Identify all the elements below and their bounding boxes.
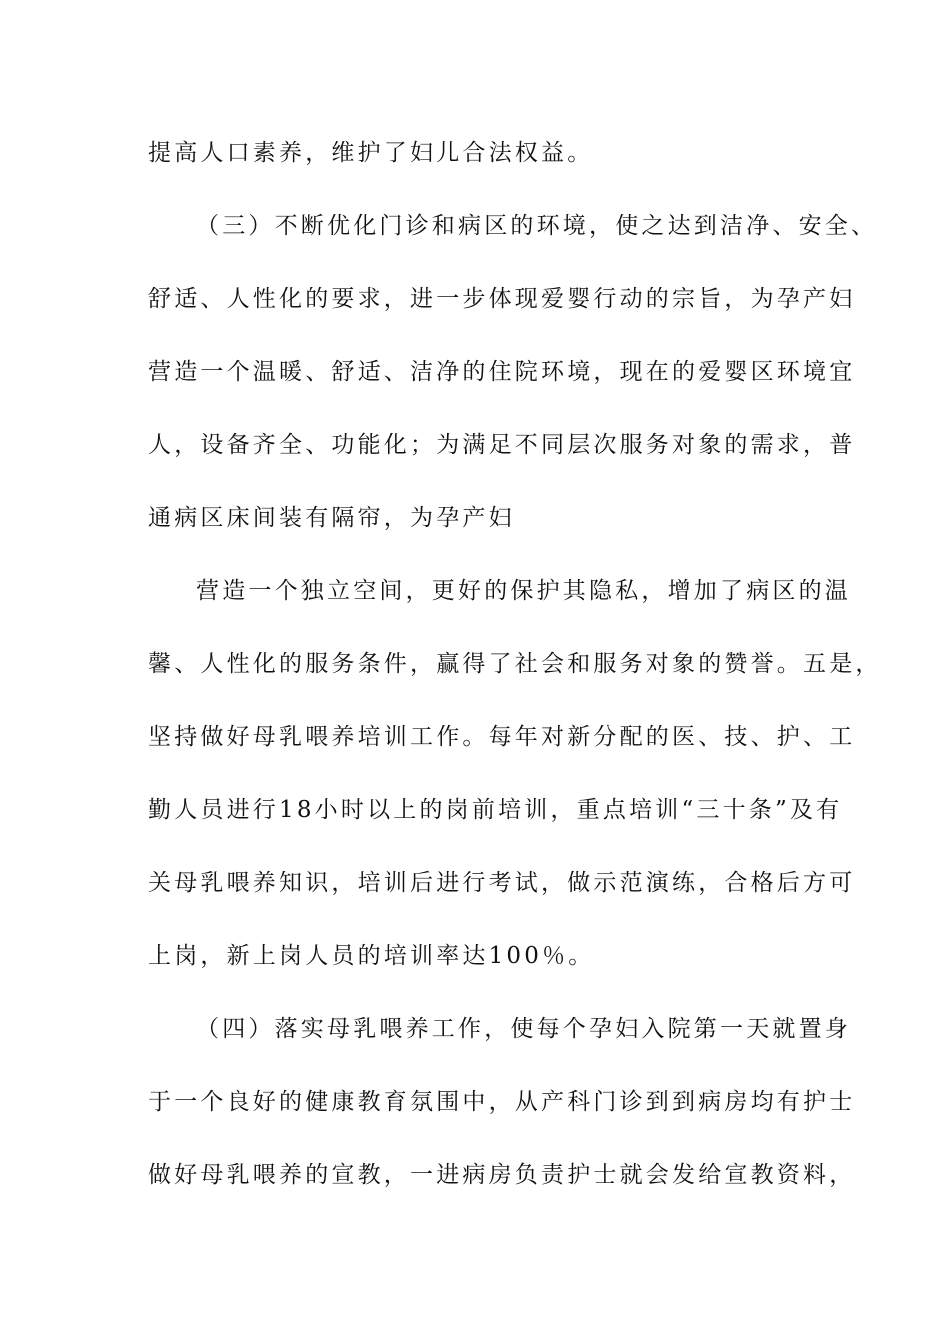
text-line: （四）落实母乳喂养工作，使每个孕妇入院第一天就置身 [196,1016,851,1042]
text-line: 营造一个温暖、舒适、洁净的住院环境，现在的爱婴区环境宜 [148,359,856,385]
text-line: 坚持做好母乳喂养培训工作。每年对新分配的医、技、护、工 [148,724,856,750]
text-line: 关母乳喂养知识，培训后进行考试，做示范演练，合格后方可 [148,870,856,896]
text-line: 舒适、人性化的要求，进一步体现爱婴行动的宗旨，为孕产妇 [148,286,856,312]
text-line: 上岗，新上岗人员的培训率达100％。 [148,943,595,969]
text-line: 通病区床间装有隔帘，为孕产妇 [148,505,515,531]
text-line: 勤人员进行18小时以上的岗前培训，重点培训“三十条”及有 [148,797,843,823]
text-line: 于一个良好的健康教育氛围中，从产科门诊到到病房均有护士 [148,1089,856,1115]
text-line: 营造一个独立空间，更好的保护其隐私，增加了病区的温 [196,578,851,604]
text-line: 馨、人性化的服务条件，赢得了社会和服务对象的赞誉。五是， [148,651,882,677]
text-line: 做好母乳喂养的宣教，一进病房负责护士就会发给宣教资料， [148,1162,856,1188]
text-line: 人，设备齐全、功能化；为满足不同层次服务对象的需求，普 [148,432,856,458]
text-line: 提高人口素养，维护了妇儿合法权益。 [148,140,594,166]
text-line: （三）不断优化门诊和病区的环境，使之达到洁净、安全、 [196,213,878,239]
